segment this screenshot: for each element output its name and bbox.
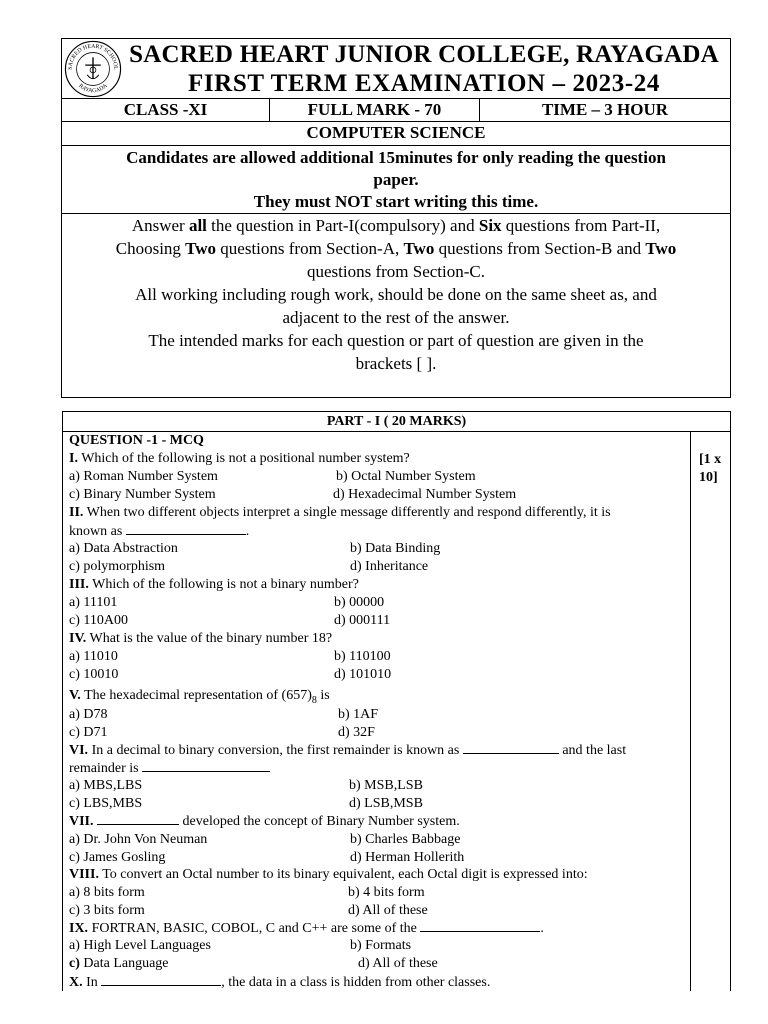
reading-note-line3: They must NOT start writing this time. (253, 192, 539, 211)
q7-option-a: a) Dr. John Von Neuman (69, 832, 208, 847)
q1-option-c: c) Binary Number System (69, 487, 216, 502)
header-box (61, 38, 731, 398)
q5-option-c: c) D71 (69, 725, 108, 740)
q1-option-a: a) Roman Number System (69, 469, 218, 484)
q8-option-a: a) 8 bits form (69, 885, 145, 900)
instruction-line2: Choosing Two questions from Section-A, Two questions from Section-B and Two (115, 239, 677, 258)
instruction-line7: brackets [ ]. (355, 354, 437, 373)
question-7-text: VII. developed the concept of Binary Number system. (69, 814, 460, 829)
instruction-line3: questions from Section-C. (306, 262, 485, 281)
q1-option-d: d) Hexadecimal Number System (333, 487, 517, 502)
q8-option-c: c) 3 bits form (69, 903, 145, 918)
svg-text:RAYAGADA: RAYAGADA (77, 82, 109, 95)
q2-option-d: d) Inheritance (350, 559, 429, 574)
question-3-text: III. Which of the following is not a binary number? (69, 577, 359, 592)
part1-heading: PART - I ( 20 MARKS) (326, 414, 467, 429)
q2-option-a: a) Data Abstraction (69, 541, 178, 556)
q3-option-c: c) 110A00 (69, 613, 128, 628)
part1-box (62, 411, 731, 991)
school-seal-logo (64, 40, 122, 98)
exam-title: FIRST TERM EXAMINATION – 2023-24 (187, 70, 661, 97)
subject-title: COMPUTER SCIENCE (306, 123, 486, 142)
q6-option-b: b) MSB,LSB (349, 778, 423, 793)
class-label: CLASS -XI (123, 100, 208, 119)
q5-option-b: b) 1AF (338, 707, 379, 722)
q8-option-b: b) 4 bits form (348, 885, 425, 900)
q9-option-a: a) High Level Languages (69, 938, 211, 953)
question-2-text: II. When two different objects interpret a single message differently and respond differently, it is (69, 505, 611, 520)
q4-option-c: c) 10010 (69, 667, 119, 682)
q7-option-b: b) Charles Babbage (350, 832, 461, 847)
marks-allocation-line1: [1 x (699, 452, 722, 467)
instruction-line1: Answer all the question in Part-I(compulsory) and Six questions from Part-II, (131, 216, 661, 235)
q4-option-d: d) 101010 (334, 667, 392, 682)
instruction-line5: adjacent to the rest of the answer. (282, 308, 510, 327)
question-4-text: IV. What is the value of the binary number 18? (69, 631, 333, 646)
q7-option-c: c) James Gosling (69, 850, 166, 865)
question-6-text-cont: remainder is (69, 759, 270, 778)
q4-option-a: a) 11010 (69, 649, 118, 664)
q8-option-d: d) All of these (348, 903, 428, 918)
q1-option-b: b) Octal Number System (336, 469, 476, 484)
time-label: TIME – 3 HOUR (541, 100, 669, 119)
q5-option-a: a) D78 (69, 707, 108, 722)
q3-option-b: b) 00000 (334, 595, 385, 610)
question-title: QUESTION -1 - MCQ (69, 433, 204, 448)
instruction-line4: All working including rough work, should be done on the same sheet as, and (135, 285, 657, 304)
q9-option-b: b) Formats (350, 938, 412, 953)
q7-option-d: d) Herman Hollerith (350, 850, 465, 865)
school-name: SACRED HEART JUNIOR COLLEGE, RAYAGADA (129, 41, 719, 68)
question-6-text: VI. In a decimal to binary conversion, the first remainder is known as and the last (69, 743, 627, 758)
q2-option-b: b) Data Binding (350, 541, 441, 556)
q9-option-c: c) Data Language (69, 956, 169, 971)
q6-option-d: d) LSB,MSB (349, 796, 423, 811)
question-1-text: I. Which of the following is not a positional number system? (69, 451, 410, 466)
question-5-text: V. The hexadecimal representation of $(657)_8$ is (69, 688, 330, 706)
reading-note-line1: Candidates are allowed additional 15minutes for only reading the question (126, 148, 666, 167)
q3-option-a: a) 11101 (69, 595, 118, 610)
reading-note-line2: paper. (373, 170, 419, 189)
q6-option-c: c) LBS,MBS (69, 796, 143, 811)
instruction-line6: The intended marks for each question or part of question are given in the (148, 331, 644, 350)
question-8-text: VIII. To convert an Octal number to its binary equivalent, each Octal digit is expressed into: (69, 867, 588, 882)
q6-option-a: a) MBS,LBS (69, 778, 143, 793)
q5-option-d: d) 32F (338, 725, 375, 740)
instructions (66, 214, 726, 375)
question-10-text: X. In , the data in a class is hidden from other classes. (69, 975, 491, 990)
question-9-text: IX. FORTRAN, BASIC, COBOL, C and C++ are some of the . (69, 921, 544, 936)
marks-allocation-line2: 10] (699, 470, 718, 485)
q3-option-d: d) 000111 (334, 613, 391, 628)
q4-option-b: b) 110100 (334, 649, 391, 664)
svg-text:SACRED HEART SCHOOL: SACRED HEART SCHOOL (67, 43, 119, 70)
q9-option-d: d) All of these (358, 956, 438, 971)
q2-option-c: c) polymorphism (69, 559, 166, 574)
full-mark-label: FULL MARK - 70 (307, 100, 442, 119)
question-2-text-cont: known as . (69, 524, 250, 539)
reading-note (72, 147, 720, 213)
